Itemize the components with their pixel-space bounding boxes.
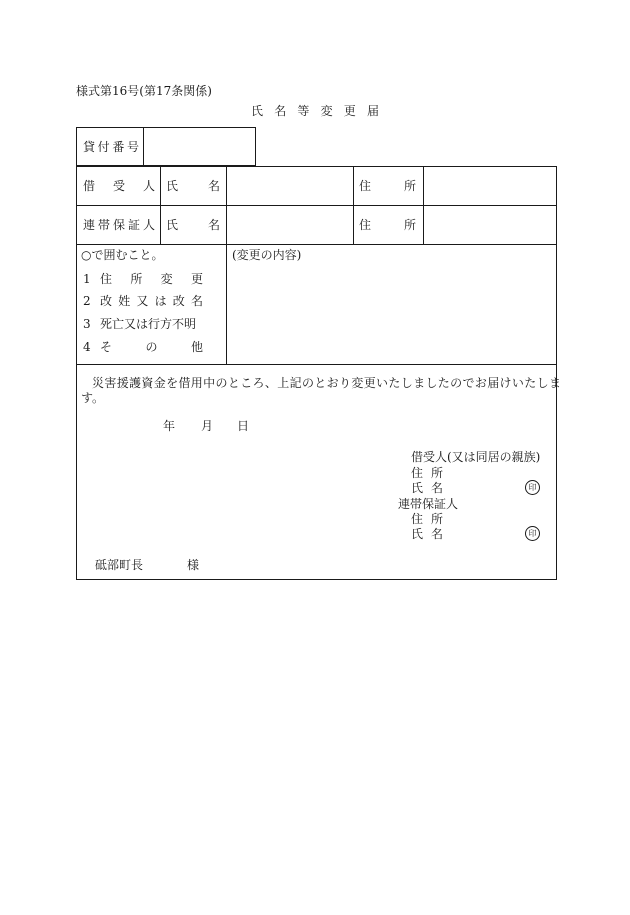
char: 帯 — [97, 218, 110, 232]
page-title — [251, 104, 379, 118]
char: 所 — [403, 218, 416, 232]
change-content-label: (変更の内容) — [232, 248, 302, 262]
signature-address-label-1 — [411, 466, 443, 480]
char: 人 — [142, 179, 155, 193]
declaration-line2: す。 — [81, 391, 105, 405]
loan-number-field[interactable] — [146, 130, 252, 163]
char: 受 — [112, 179, 125, 193]
char: 住 — [411, 466, 424, 480]
change-item-3-num: 3 — [83, 317, 91, 331]
change-item-2-num: 2 — [83, 294, 91, 308]
char: 等 — [297, 104, 310, 118]
borrower-address-field[interactable] — [426, 169, 554, 202]
char: 変 — [320, 104, 333, 118]
char: 更 — [343, 104, 356, 118]
char: 改 — [172, 294, 185, 308]
guarantor-name-field[interactable] — [229, 208, 350, 241]
char: 住 — [411, 512, 424, 526]
change-item-2[interactable] — [100, 294, 203, 308]
char: 所 — [403, 179, 416, 193]
char: 住 — [100, 272, 113, 286]
char: 名 — [207, 218, 220, 232]
char: 貸 — [83, 140, 96, 154]
date-year-label: 年 — [163, 419, 176, 433]
char: 号 — [126, 140, 139, 154]
guarantor-signature-heading: 連帯保証人 — [398, 497, 459, 511]
borrower-name-field[interactable] — [229, 169, 350, 202]
char: の — [145, 340, 158, 354]
char: 所 — [430, 512, 443, 526]
addressee: 砥部町長 — [95, 558, 144, 572]
signature-name-label-1 — [411, 481, 443, 495]
char: は — [154, 294, 167, 308]
char: 付 — [97, 140, 110, 154]
guarantor-name-label — [166, 218, 220, 232]
char: 氏 — [166, 218, 179, 232]
char: 氏 — [411, 527, 424, 541]
char: 改 — [100, 294, 113, 308]
char: 姓 — [118, 294, 131, 308]
form-number: 様式第16号(第17条関係) — [76, 84, 212, 98]
borrower-label — [83, 179, 155, 193]
char: 所 — [130, 272, 143, 286]
char: 人 — [142, 218, 155, 232]
char: 又 — [136, 294, 149, 308]
change-item-3[interactable]: 死亡又は行方不明 — [100, 317, 197, 331]
signature-address-label-2 — [411, 512, 443, 526]
char: 氏 — [166, 179, 179, 193]
char: 届 — [366, 104, 379, 118]
declaration-line1: 災害援護資金を借用中のところ、上記のとおり変更いたしましたのでお届けいたしま — [92, 376, 562, 390]
change-content-field[interactable] — [229, 266, 554, 361]
char: そ — [100, 340, 113, 354]
char: 名 — [274, 104, 287, 118]
char: 保 — [112, 218, 125, 232]
char: 氏 — [251, 104, 264, 118]
change-item-1-num: 1 — [83, 272, 91, 286]
change-item-4[interactable] — [100, 340, 203, 354]
date-day-label: 日 — [237, 419, 250, 433]
guarantor-address-label — [359, 218, 416, 232]
char: 名 — [207, 179, 220, 193]
char: 氏 — [411, 481, 424, 495]
date-month-label: 月 — [201, 419, 214, 433]
borrower-name-label — [166, 179, 220, 193]
char: 連 — [83, 218, 96, 232]
borrower-signature-heading: 借受人(又は同居の親族) — [411, 450, 541, 464]
char: 更 — [190, 272, 203, 286]
char: 他 — [190, 340, 203, 354]
loan-number-label — [83, 140, 139, 154]
change-instruction: ○で囲むこと。 — [81, 248, 164, 262]
guarantor-address-field[interactable] — [426, 208, 554, 241]
change-item-1[interactable] — [100, 272, 203, 286]
char: 所 — [430, 466, 443, 480]
seal-mark-1: 印 — [525, 480, 540, 495]
char: 名 — [430, 481, 443, 495]
char: 借 — [83, 179, 96, 193]
char: 名 — [430, 527, 443, 541]
borrower-address-label — [359, 179, 416, 193]
seal-mark-2: 印 — [525, 526, 540, 541]
char: 変 — [160, 272, 173, 286]
honorific: 様 — [187, 558, 200, 572]
guarantor-label — [83, 218, 155, 232]
char: 名 — [190, 294, 203, 308]
char: 番 — [112, 140, 125, 154]
change-item-4-num: 4 — [83, 340, 91, 354]
char: 証 — [127, 218, 140, 232]
char: 住 — [359, 218, 372, 232]
signature-name-label-2 — [411, 527, 443, 541]
char: 住 — [359, 179, 372, 193]
